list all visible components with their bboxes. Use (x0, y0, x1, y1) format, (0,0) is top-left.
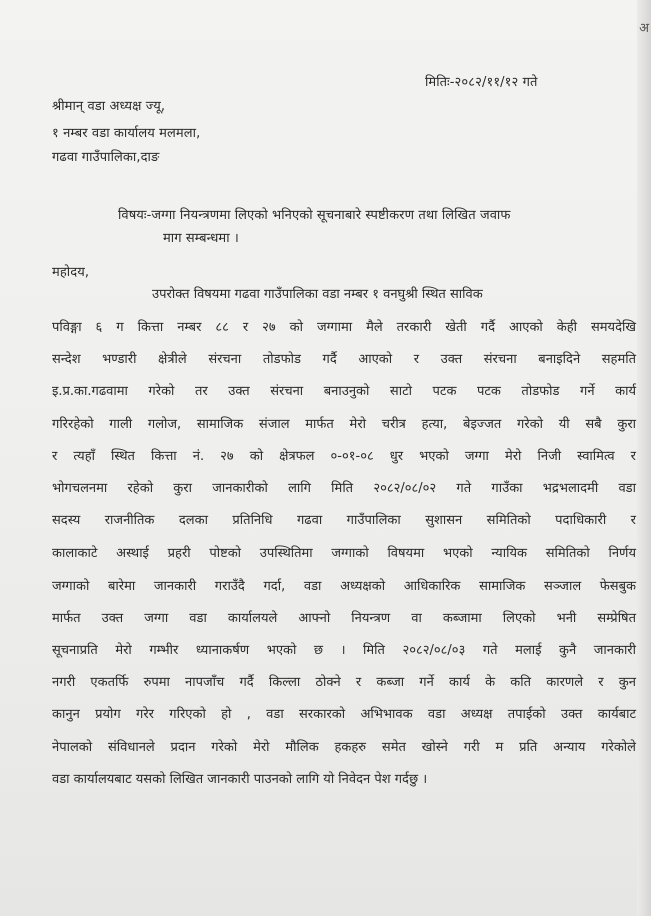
subject-line-1: विषयः-जग्गा नियन्त्रणमा लिएको भनिएको सूचनाबारे स्पष्टीकरण तथा लिखित जवाफ (118, 208, 511, 223)
salutation: महोदय, (52, 265, 90, 280)
recipient-line-1: श्रीमान् वडा अध्यक्ष ज्यू, (52, 99, 166, 114)
body-line-7: भोगचलनमा रहेको कुरा जानकारीको लागि मिति २०८२/०८/०२ गते गाउँका भद्रभलादमी वडा (52, 481, 636, 496)
body-line-1: उपरोक्त विषयमा गढवा गाउँपालिका वडा नम्बर १ वनघुश्री स्थित साविक (152, 287, 483, 302)
body-line-14: कानुन प्रयोग गरेर गरिएको हो , वडा सरकारको अभिभावक वडा अध्यक्ष तपाईको उक्त कार्यबाट (52, 707, 636, 722)
body-line-10: जग्गाको बारेमा जानकारी गराउँदै गर्दा, वडा अध्यक्षको आधिकारिक सामाजिक सञ्जाल फेसबुक (52, 579, 637, 594)
body-line-12: सूचनाप्रति मेरो गम्भीर ध्यानाकर्षण भएको छ । मिति २०८२/०८/०३ गते मलाई कुनै जानकारी (52, 643, 636, 658)
recipient-line-2: १ नम्बर वडा कार्यालय मलमला, (52, 126, 201, 141)
body-line-16: वडा कार्यालयबाट यसको लिखित जानकारी पाउनको लागि यो निवेदन पेश गर्दछु । (52, 772, 428, 787)
body-line-9: कालाकाटे अस्थाई प्रहरी पोष्टको उपस्थितिमा जग्गाको विषयमा भएको न्यायिक समितिको निर्णय (52, 546, 636, 561)
body-line-15: नेपालको संविधानले प्रदान गरेको मेरो मौलिक हकहरु समेत खोस्ने गरी म प्रति अन्याय गरेकोले (52, 740, 636, 755)
subject-line-2: माग सम्बन्धमा । (163, 231, 239, 246)
body-line-5: गरिरहेको गाली गलोज, सामाजिक संजाल मार्फत मेरो चरीत्र हत्या, बेइज्जत गरेको यी सबै कुरा (52, 417, 636, 432)
body-line-2: पविङ्गा ६ ग कित्ता नम्बर ८८ र २७ को जग्गामा मैले तरकारी खेती गर्दै आएको केही समयदेखि (52, 320, 636, 335)
letter-date: मितिः-२०८२/११/१२ गते (425, 75, 538, 90)
corner-mark: अ (639, 21, 649, 36)
paper-edge-shadow (637, 0, 651, 916)
body-line-6: र त्यहाँ स्थित कित्ता नं. २७ को क्षेत्रफल ०-०१-०८ धुर भएको जग्गा मेरो निजी स्वामित्व र (52, 449, 636, 464)
recipient-line-3: गढवा गाउँपालिका,दाङ (52, 150, 160, 165)
body-line-8: सदस्य राजनीतिक दलका प्रतिनिधि गढवा गाउँपालिका सुशासन समितिको पदाधिकारी र (52, 513, 636, 528)
body-line-11: मार्फत उक्त जग्गा वडा कार्यालयले आफ्नो नियन्त्रण वा कब्जामा लिएको भनी सम्प्रेषित (52, 611, 636, 626)
body-line-4: इ.प्र.का.गढवामा गरेको तर उक्त संरचना बनाउनुको साटो पटक पटक तोडफोड गर्ने कार्य (52, 384, 636, 399)
body-line-13: नगरी एकतर्फि रुपमा नापजाँच गर्दै किल्ला ठोक्ने र कब्जा गर्ने कार्य के कति कारणले र कुन (52, 675, 636, 690)
body-line-3: सन्देश भण्डारी क्षेत्रीले संरचना तोडफोड गर्दै आएको र उक्त संरचना बनाइदिने सहमति (52, 352, 636, 367)
